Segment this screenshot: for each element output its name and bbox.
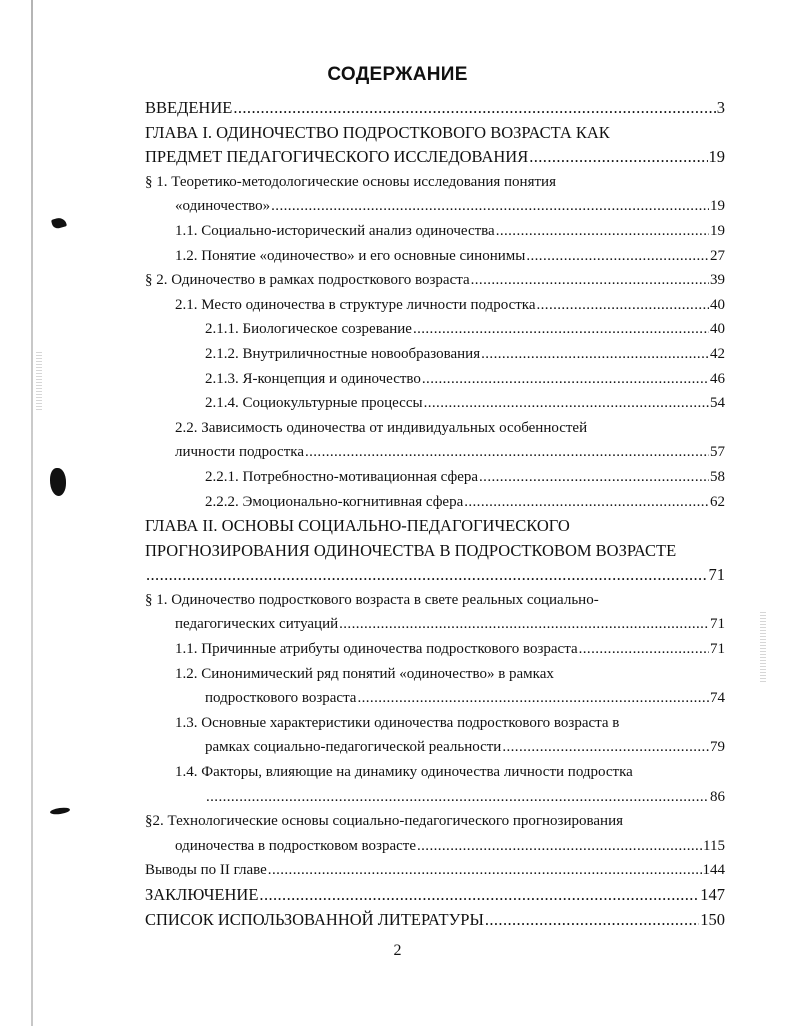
toc-entry-text-line: ПРОГНОЗИРОВАНИЯ ОДИНОЧЕСТВА В ПОДРОСТКОВОМ ВОЗРАСТЕ [145,540,677,560]
toc-page-number: 19 [710,198,725,215]
toc-page-number: 147 [700,885,725,904]
toc-entry [145,219,725,244]
toc-page-number: 46 [710,370,725,387]
table-of-contents [145,96,725,932]
dot-leader [339,612,709,637]
toc-entry-title: ВВЕДЕНИЕ [145,98,233,117]
toc-page-number: 71 [710,616,725,633]
toc-entry [145,367,725,392]
toc-entry-text-line: § 1. Теоретико-методологические основы исследования понятия [145,173,556,190]
dot-leader [485,908,699,933]
toc-entry-title: 1.2. Понятие «одиночество» и его основные синонимы [175,247,526,264]
toc-page-number: 27 [710,247,725,264]
toc-entry-last-line [145,268,725,293]
toc-entry [145,514,725,588]
toc-entry-last-line [145,367,725,392]
toc-page-number: 19 [710,222,725,239]
dot-leader [417,834,702,859]
toc-entry-title: 2.2.2. Эмоционально-когнитивная сфера [205,493,464,510]
toc-entry-last-line [145,637,725,662]
toc-page-number: 71 [708,565,725,585]
toc-entry-title: 2.1.1. Биологическое созревание [205,321,412,338]
toc-entry [145,244,725,269]
toc-page-number: 86 [710,788,725,805]
toc-entry [145,908,725,933]
dot-leader [271,194,709,219]
toc-entry [145,711,725,760]
toc-entry [145,121,725,170]
toc-entry-title: 2.1.4. Социокультурные процессы [205,395,423,412]
toc-page-number: 71 [710,641,725,658]
toc-entry-text-line: § 1. Одиночество подросткового возраста в свете реальных социально- [145,591,599,608]
toc-entry-last-line [145,883,725,908]
dot-leader [424,391,709,416]
dot-leader [259,883,699,908]
dot-leader [422,367,709,392]
toc-entry-title: ПРЕДМЕТ ПЕДАГОГИЧЕСКОГО ИССЛЕДОВАНИЯ [145,147,529,167]
toc-entry-last-line [145,440,725,465]
dot-leader [496,219,709,244]
toc-entry-last-line [145,96,725,121]
toc-entry-last-line [145,908,725,933]
toc-entry-title: СПИСОК ИСПОЛЬЗОВАННОЙ ЛИТЕРАТУРЫ [145,909,484,929]
toc-entry-text-line: 1.3. Основные характеристики одиночества подросткового возраста в [175,714,620,731]
toc-entry-title: 1.1. Причинные атрибуты одиночества подросткового возраста [175,641,578,658]
toc-entry-last-line [145,145,725,170]
toc-entry-last-line [145,834,725,859]
toc-entry [145,588,725,637]
toc-page-number: 62 [710,493,725,510]
toc-entry [145,342,725,367]
toc-entry-last-line [145,785,725,810]
toc-entry [145,760,725,809]
dot-leader [233,96,715,121]
dot-leader [529,145,707,170]
toc-entry [145,416,725,465]
toc-entry [145,809,725,858]
toc-page-number: 144 [702,862,725,879]
toc-entry [145,293,725,318]
toc-entry-title: 2.1.3. Я-концепция и одиночество [205,370,421,387]
toc-page-number: 40 [710,296,725,313]
scan-speckle [760,612,766,682]
toc-entry [145,170,725,219]
toc-entry-last-line [145,342,725,367]
toc-entry [145,317,725,342]
toc-entry-text-line: ГЛАВА II. ОСНОВЫ СОЦИАЛЬНО-ПЕДАГОГИЧЕСКОГО [145,516,570,536]
toc-page-number: 19 [708,147,725,167]
toc-entry-last-line [145,391,725,416]
dot-leader [464,490,709,515]
toc-page-number: 39 [710,272,725,289]
toc-entry [145,391,725,416]
toc-page-number: 57 [710,444,725,461]
toc-entry-text-line: ГЛАВА I. ОДИНОЧЕСТВО ПОДРОСТКОВОГО ВОЗРАСТА КАК [145,122,610,142]
dot-leader [526,244,709,269]
toc-page-number: 3 [716,98,725,117]
toc-entry-title: личности подростка [175,444,304,461]
dot-leader [479,465,709,490]
toc-entry [145,662,725,711]
toc-entry-title: «одиночество» [175,198,271,215]
dot-leader [146,563,708,588]
toc-entry-last-line [145,219,725,244]
toc-entry-title: рамках социально-педагогической реальности [205,739,502,756]
toc-entry-last-line [145,563,725,588]
toc-page-number: 115 [703,837,725,854]
toc-entry [145,96,725,121]
dot-leader [206,785,709,810]
toc-entry-text-line: 1.2. Синонимический ряд понятий «одиночество» в рамках [175,665,554,682]
toc-page-number: 79 [710,739,725,756]
dot-leader [357,686,709,711]
toc-entry [145,883,725,908]
dot-leader [471,268,709,293]
scan-edge-line [31,0,33,1026]
toc-entry-title: одиночества в подростковом возрасте [175,837,416,854]
toc-entry-last-line [145,735,725,760]
scan-blot [50,468,66,496]
toc-entry-title: педагогических ситуаций [175,616,339,633]
toc-entry-last-line [145,293,725,318]
toc-entry-text-line: §2. Технологические основы социально-педагогического прогнозирования [145,813,624,830]
toc-entry-title: 2.2.1. Потребностно-мотивационная сфера [205,468,479,485]
toc-entry-title: 2.1.2. Внутриличностные новообразования [205,345,481,362]
toc-entry-last-line [145,244,725,269]
page-number: 2 [393,942,402,959]
scan-speckle [36,352,42,412]
page-title: СОДЕРЖАНИЕ [327,64,468,85]
dot-leader [305,440,709,465]
toc-entry-last-line [145,612,725,637]
toc-entry-title: 1.1. Социально-исторический анализ одиночества [175,222,495,239]
dot-leader [579,637,709,662]
toc-entry-title: 2.1. Место одиночества в структуре личности подростка [175,296,536,313]
toc-entry-title: § 2. Одиночество в рамках подросткового возраста [145,272,470,289]
scan-blot [51,216,67,229]
dot-leader [413,317,709,342]
toc-page-number: 54 [710,395,725,412]
toc-page-number: 42 [710,345,725,362]
toc-entry [145,637,725,662]
toc-entry-title: подросткового возраста [205,690,357,707]
toc-entry [145,858,725,883]
toc-page-number: 74 [710,690,725,707]
dot-leader [481,342,709,367]
toc-entry [145,465,725,490]
toc-entry [145,490,725,515]
toc-entry-last-line [145,686,725,711]
toc-entry-title: ЗАКЛЮЧЕНИЕ [145,885,259,904]
toc-page-number: 58 [710,468,725,485]
toc-entry-last-line [145,858,725,883]
toc-page-number: 150 [700,909,725,929]
dot-leader [537,293,710,318]
toc-entry [145,268,725,293]
toc-entry-title: Выводы по II главе [145,862,267,879]
toc-entry-last-line [145,194,725,219]
toc-entry-last-line [145,465,725,490]
toc-entry-last-line [145,490,725,515]
scan-blot [50,807,71,816]
dot-leader [268,858,702,883]
toc-page-number: 40 [710,321,725,338]
toc-entry-last-line [145,317,725,342]
toc-entry-text-line: 2.2. Зависимость одиночества от индивидуальных особенностей [175,419,588,436]
dot-leader [502,735,709,760]
toc-entry-text-line: 1.4. Факторы, влияющие на динамику одиночества личности подростка [175,764,633,781]
